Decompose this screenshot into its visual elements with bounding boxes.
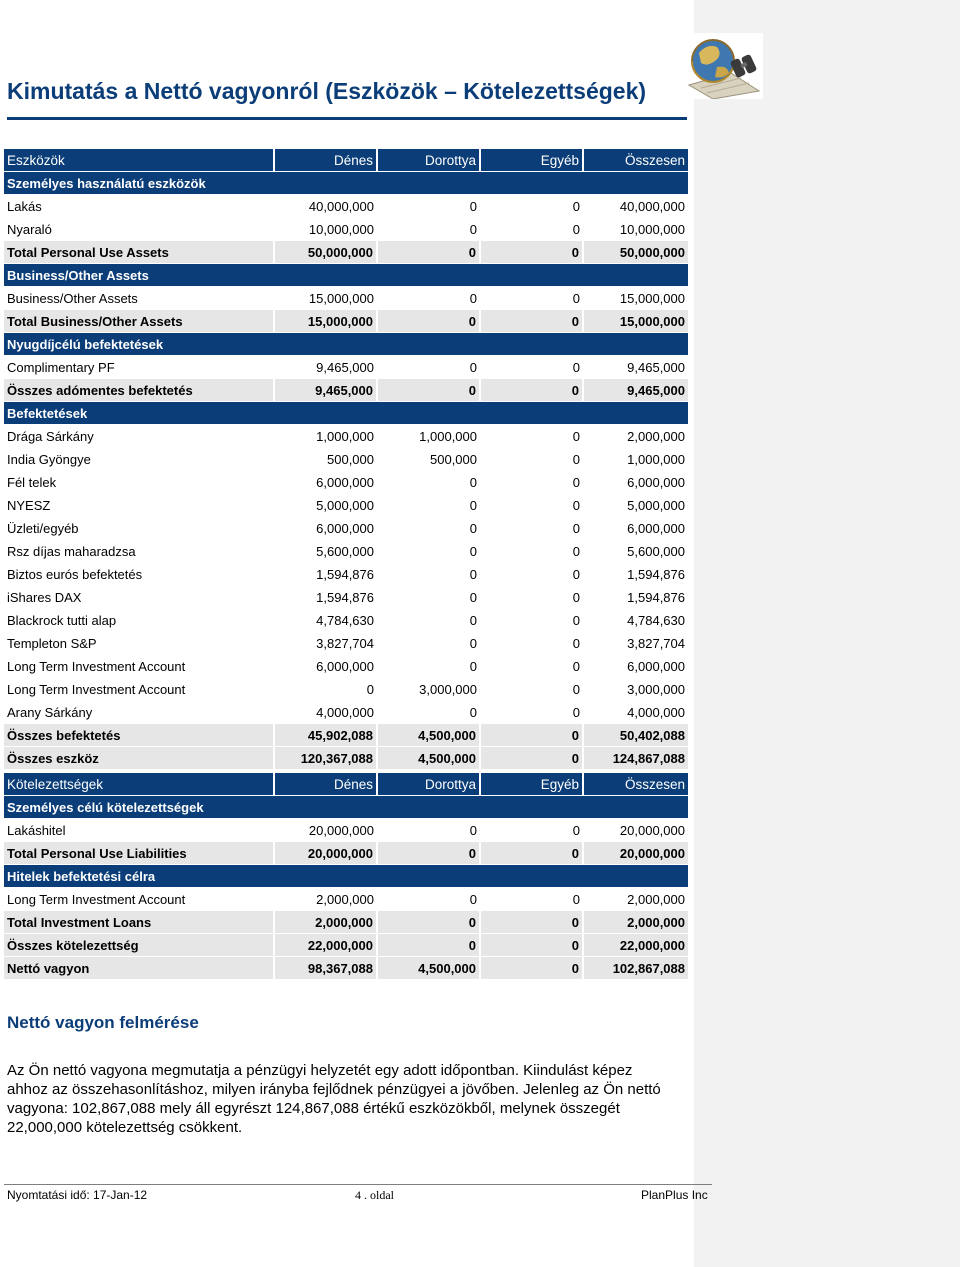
cell-osszesen: 5,600,000 bbox=[583, 540, 688, 563]
cell-denes: 500,000 bbox=[274, 448, 377, 471]
cell-osszesen: 1,000,000 bbox=[583, 448, 688, 471]
cell-dorottya: 0 bbox=[377, 911, 480, 934]
cell-dorottya: 3,000,000 bbox=[377, 678, 480, 701]
row-label: Nettó vagyon bbox=[4, 957, 274, 980]
cell-denes: 20,000,000 bbox=[274, 819, 377, 842]
cell-dorottya: 0 bbox=[377, 310, 480, 333]
cell-osszesen: 124,867,088 bbox=[583, 747, 688, 770]
section-row bbox=[4, 865, 688, 888]
cell-egyeb: 0 bbox=[480, 701, 583, 724]
col-header-kotelezettsegek: Kötelezettségek bbox=[4, 773, 274, 796]
cell-denes: 10,000,000 bbox=[274, 218, 377, 241]
cell-osszesen: 50,402,088 bbox=[583, 724, 688, 747]
cell-denes: 6,000,000 bbox=[274, 471, 377, 494]
section-row bbox=[4, 172, 688, 195]
cell-egyeb: 0 bbox=[480, 540, 583, 563]
row-label: Blackrock tutti alap bbox=[4, 609, 274, 632]
cell-dorottya: 0 bbox=[377, 655, 480, 678]
table-row bbox=[4, 494, 688, 517]
row-label: Biztos eurós befektetés bbox=[4, 563, 274, 586]
table-row bbox=[4, 609, 688, 632]
cell-denes: 2,000,000 bbox=[274, 911, 377, 934]
row-label: India Gyöngye bbox=[4, 448, 274, 471]
cell-osszesen: 20,000,000 bbox=[583, 842, 688, 865]
section-label: Hitelek befektetési célra bbox=[4, 865, 688, 888]
cell-dorottya: 0 bbox=[377, 195, 480, 218]
assets-table bbox=[4, 149, 688, 770]
cell-egyeb: 0 bbox=[480, 310, 583, 333]
cell-denes: 98,367,088 bbox=[274, 957, 377, 980]
cell-egyeb: 0 bbox=[480, 425, 583, 448]
table-row bbox=[4, 287, 688, 310]
cell-dorottya: 0 bbox=[377, 287, 480, 310]
row-label: Drága Sárkány bbox=[4, 425, 274, 448]
cell-dorottya: 0 bbox=[377, 379, 480, 402]
cell-osszesen: 1,594,876 bbox=[583, 586, 688, 609]
company-name: PlanPlus Inc bbox=[641, 1188, 708, 1202]
cell-egyeb: 0 bbox=[480, 563, 583, 586]
table-row bbox=[4, 586, 688, 609]
table-row bbox=[4, 195, 688, 218]
cell-dorottya: 0 bbox=[377, 586, 480, 609]
cell-denes: 20,000,000 bbox=[274, 842, 377, 865]
total-row bbox=[4, 724, 688, 747]
cell-denes: 5,600,000 bbox=[274, 540, 377, 563]
cell-osszesen: 10,000,000 bbox=[583, 218, 688, 241]
cell-dorottya: 0 bbox=[377, 934, 480, 957]
cell-egyeb: 0 bbox=[480, 609, 583, 632]
total-row bbox=[4, 911, 688, 934]
total-row bbox=[4, 842, 688, 865]
table-row bbox=[4, 471, 688, 494]
cell-egyeb: 0 bbox=[480, 888, 583, 911]
cell-denes: 9,465,000 bbox=[274, 356, 377, 379]
cell-egyeb: 0 bbox=[480, 747, 583, 770]
cell-denes: 6,000,000 bbox=[274, 655, 377, 678]
page-number: 4 . oldal bbox=[355, 1188, 394, 1202]
cell-osszesen: 3,000,000 bbox=[583, 678, 688, 701]
row-label: Összes eszköz bbox=[4, 747, 274, 770]
row-label: Üzleti/egyéb bbox=[4, 517, 274, 540]
cell-osszesen: 20,000,000 bbox=[583, 819, 688, 842]
cell-denes: 40,000,000 bbox=[274, 195, 377, 218]
cell-dorottya: 0 bbox=[377, 819, 480, 842]
table-row bbox=[4, 356, 688, 379]
total-row bbox=[4, 241, 688, 264]
cell-osszesen: 22,000,000 bbox=[583, 934, 688, 957]
section-label: Személyes célú kötelezettségek bbox=[4, 796, 688, 819]
cell-denes: 5,000,000 bbox=[274, 494, 377, 517]
table-row bbox=[4, 678, 688, 701]
print-date: Nyomtatási idő: 17-Jan-12 bbox=[7, 1188, 148, 1202]
cell-dorottya: 0 bbox=[377, 471, 480, 494]
row-label: Összes befektetés bbox=[4, 724, 274, 747]
cell-denes: 6,000,000 bbox=[274, 517, 377, 540]
table-row bbox=[4, 563, 688, 586]
row-label: Total Investment Loans bbox=[4, 911, 274, 934]
cell-egyeb: 0 bbox=[480, 632, 583, 655]
cell-egyeb: 0 bbox=[480, 471, 583, 494]
cell-egyeb: 0 bbox=[480, 819, 583, 842]
cell-egyeb: 0 bbox=[480, 911, 583, 934]
cell-egyeb: 0 bbox=[480, 517, 583, 540]
cell-egyeb: 0 bbox=[480, 586, 583, 609]
cell-osszesen: 50,000,000 bbox=[583, 241, 688, 264]
row-label: iShares DAX bbox=[4, 586, 274, 609]
section-label: Személyes használatú eszközök bbox=[4, 172, 688, 195]
liabilities-table-header bbox=[4, 773, 688, 796]
cell-denes: 15,000,000 bbox=[274, 287, 377, 310]
cell-denes: 1,000,000 bbox=[274, 425, 377, 448]
cell-dorottya: 0 bbox=[377, 356, 480, 379]
row-label: Total Business/Other Assets bbox=[4, 310, 274, 333]
cell-osszesen: 6,000,000 bbox=[583, 655, 688, 678]
cell-denes: 1,594,876 bbox=[274, 563, 377, 586]
cell-dorottya: 0 bbox=[377, 563, 480, 586]
row-label: Rsz díjas maharadzsa bbox=[4, 540, 274, 563]
row-label: Fél telek bbox=[4, 471, 274, 494]
cell-denes: 9,465,000 bbox=[274, 379, 377, 402]
total-row bbox=[4, 379, 688, 402]
cell-osszesen: 3,827,704 bbox=[583, 632, 688, 655]
cell-denes: 45,902,088 bbox=[274, 724, 377, 747]
cell-dorottya: 0 bbox=[377, 540, 480, 563]
cell-egyeb: 0 bbox=[480, 218, 583, 241]
cell-dorottya: 0 bbox=[377, 609, 480, 632]
table-row bbox=[4, 655, 688, 678]
cell-dorottya: 0 bbox=[377, 842, 480, 865]
cell-osszesen: 2,000,000 bbox=[583, 425, 688, 448]
cell-denes: 2,000,000 bbox=[274, 888, 377, 911]
cell-denes: 4,784,630 bbox=[274, 609, 377, 632]
row-label: Lakás bbox=[4, 195, 274, 218]
section-row bbox=[4, 796, 688, 819]
cell-denes: 15,000,000 bbox=[274, 310, 377, 333]
page-title: Kimutatás a Nettó vagyonról (Eszközök – Kötelezettségek) bbox=[7, 78, 647, 104]
row-label: Templeton S&P bbox=[4, 632, 274, 655]
cell-dorottya: 0 bbox=[377, 888, 480, 911]
col-header-osszesen: Összesen bbox=[583, 773, 688, 796]
cell-denes: 22,000,000 bbox=[274, 934, 377, 957]
section-label: Business/Other Assets bbox=[4, 264, 688, 287]
total-row bbox=[4, 310, 688, 333]
cell-dorottya: 0 bbox=[377, 701, 480, 724]
table-row bbox=[4, 632, 688, 655]
cell-osszesen: 1,594,876 bbox=[583, 563, 688, 586]
cell-egyeb: 0 bbox=[480, 356, 583, 379]
table-row bbox=[4, 701, 688, 724]
total-row bbox=[4, 747, 688, 770]
cell-denes: 1,594,876 bbox=[274, 586, 377, 609]
cell-osszesen: 9,465,000 bbox=[583, 356, 688, 379]
col-header-denes: Dénes bbox=[274, 773, 377, 796]
col-header-dorottya: Dorottya bbox=[377, 773, 480, 796]
cell-dorottya: 0 bbox=[377, 218, 480, 241]
cell-egyeb: 0 bbox=[480, 655, 583, 678]
cell-dorottya: 4,500,000 bbox=[377, 957, 480, 980]
cell-osszesen: 2,000,000 bbox=[583, 911, 688, 934]
cell-denes: 0 bbox=[274, 678, 377, 701]
total-row bbox=[4, 934, 688, 957]
side-panel bbox=[694, 0, 960, 1267]
cell-osszesen: 15,000,000 bbox=[583, 287, 688, 310]
footer-divider bbox=[4, 1184, 712, 1185]
row-label: NYESZ bbox=[4, 494, 274, 517]
table-row bbox=[4, 448, 688, 471]
row-label: Business/Other Assets bbox=[4, 287, 274, 310]
row-label: Nyaraló bbox=[4, 218, 274, 241]
col-header-egyeb: Egyéb bbox=[480, 149, 583, 172]
row-label: Összes kötelezettség bbox=[4, 934, 274, 957]
cell-dorottya: 1,000,000 bbox=[377, 425, 480, 448]
liabilities-table bbox=[4, 773, 688, 980]
row-label: Long Term Investment Account bbox=[4, 678, 274, 701]
liabilities-table-body bbox=[4, 796, 688, 980]
cell-denes: 120,367,088 bbox=[274, 747, 377, 770]
table-row bbox=[4, 218, 688, 241]
cell-denes: 50,000,000 bbox=[274, 241, 377, 264]
col-header-denes: Dénes bbox=[274, 149, 377, 172]
globe-logo-icon bbox=[683, 33, 763, 99]
assets-table-header bbox=[4, 149, 688, 172]
cell-egyeb: 0 bbox=[480, 195, 583, 218]
cell-egyeb: 0 bbox=[480, 379, 583, 402]
col-header-egyeb: Egyéb bbox=[480, 773, 583, 796]
row-label: Total Personal Use Liabilities bbox=[4, 842, 274, 865]
total-row bbox=[4, 957, 688, 980]
row-label: Long Term Investment Account bbox=[4, 655, 274, 678]
section-row bbox=[4, 402, 688, 425]
row-label: Arany Sárkány bbox=[4, 701, 274, 724]
cell-dorottya: 0 bbox=[377, 632, 480, 655]
cell-osszesen: 4,784,630 bbox=[583, 609, 688, 632]
cell-egyeb: 0 bbox=[480, 287, 583, 310]
cell-egyeb: 0 bbox=[480, 494, 583, 517]
section-row bbox=[4, 333, 688, 356]
cell-osszesen: 5,000,000 bbox=[583, 494, 688, 517]
cell-osszesen: 15,000,000 bbox=[583, 310, 688, 333]
cell-osszesen: 6,000,000 bbox=[583, 517, 688, 540]
cell-egyeb: 0 bbox=[480, 241, 583, 264]
cell-osszesen: 9,465,000 bbox=[583, 379, 688, 402]
cell-dorottya: 4,500,000 bbox=[377, 724, 480, 747]
cell-dorottya: 500,000 bbox=[377, 448, 480, 471]
cell-osszesen: 6,000,000 bbox=[583, 471, 688, 494]
col-header-dorottya: Dorottya bbox=[377, 149, 480, 172]
col-header-osszesen: Összesen bbox=[583, 149, 688, 172]
cell-osszesen: 2,000,000 bbox=[583, 888, 688, 911]
table-row bbox=[4, 517, 688, 540]
row-label: Long Term Investment Account bbox=[4, 888, 274, 911]
row-label: Total Personal Use Assets bbox=[4, 241, 274, 264]
title-divider bbox=[7, 117, 687, 120]
table-row bbox=[4, 819, 688, 842]
cell-egyeb: 0 bbox=[480, 448, 583, 471]
cell-egyeb: 0 bbox=[480, 724, 583, 747]
cell-egyeb: 0 bbox=[480, 678, 583, 701]
cell-denes: 4,000,000 bbox=[274, 701, 377, 724]
cell-egyeb: 0 bbox=[480, 957, 583, 980]
summary-paragraph: Az Ön nettó vagyona megmutatja a pénzügyi helyzetét egy adott időpontban. Kiindulást képez ahhoz az összehasonlításhoz, milyen irányba fejlődnek pénzügyei a jövőben. Jelenleg az Ön nettó vagyona: 102,867,088 mely áll egyrészt 124,867,088 értékű eszközökből, melynek összegét 22,000,000 kötelezettség csökkent. bbox=[7, 1062, 661, 1136]
cell-osszesen: 4,000,000 bbox=[583, 701, 688, 724]
table-row bbox=[4, 540, 688, 563]
row-label: Lakáshitel bbox=[4, 819, 274, 842]
section-label: Nyugdíjcélú befektetések bbox=[4, 333, 688, 356]
table-row bbox=[4, 425, 688, 448]
cell-dorottya: 4,500,000 bbox=[377, 747, 480, 770]
col-header-eszkozok: Eszközök bbox=[4, 149, 274, 172]
cell-denes: 3,827,704 bbox=[274, 632, 377, 655]
cell-egyeb: 0 bbox=[480, 934, 583, 957]
cell-osszesen: 40,000,000 bbox=[583, 195, 688, 218]
summary-heading: Nettó vagyon felmérése bbox=[7, 1013, 199, 1032]
table-row bbox=[4, 888, 688, 911]
cell-dorottya: 0 bbox=[377, 494, 480, 517]
cell-osszesen: 102,867,088 bbox=[583, 957, 688, 980]
assets-table-body bbox=[4, 172, 688, 770]
cell-dorottya: 0 bbox=[377, 517, 480, 540]
section-row bbox=[4, 264, 688, 287]
cell-dorottya: 0 bbox=[377, 241, 480, 264]
row-label: Összes adómentes befektetés bbox=[4, 379, 274, 402]
cell-egyeb: 0 bbox=[480, 842, 583, 865]
section-label: Befektetések bbox=[4, 402, 688, 425]
row-label: Complimentary PF bbox=[4, 356, 274, 379]
